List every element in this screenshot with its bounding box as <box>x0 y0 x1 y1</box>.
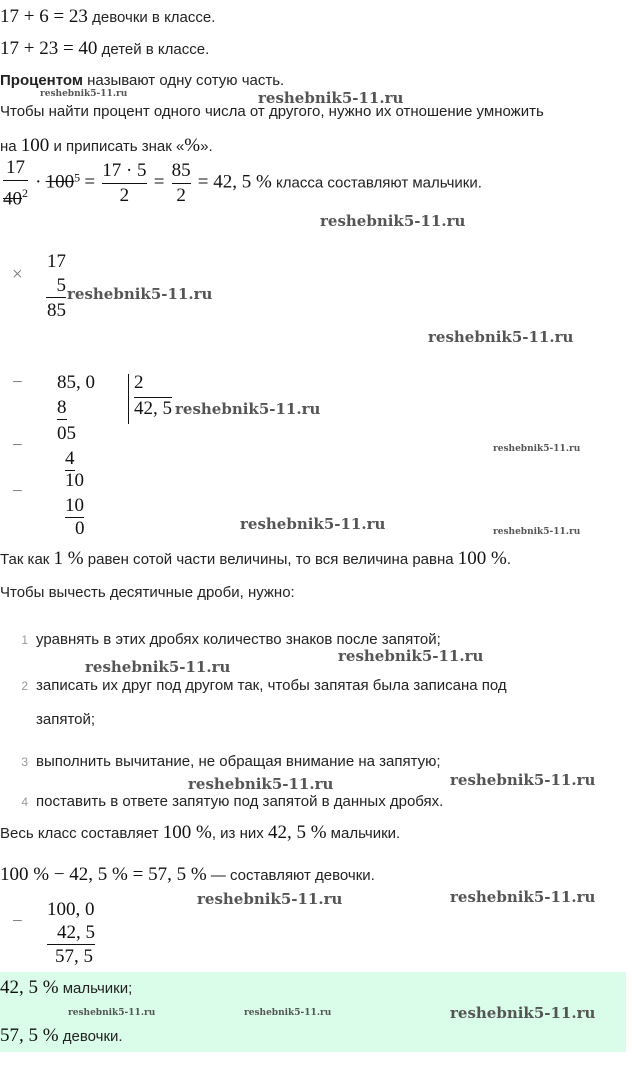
step-text: выполнить вычитание, не обращая внимание на запятую; <box>36 753 441 770</box>
multiplicand: 17 <box>47 251 66 272</box>
subtrahend: 10 <box>65 495 84 516</box>
minus-sign: − <box>12 911 23 932</box>
step-text: поставить в ответе запятую под запятой в данных дробях. <box>36 793 444 810</box>
minus-sign: − <box>12 372 23 393</box>
op: · <box>35 171 42 193</box>
watermark: reshebnik5-11.ru <box>320 212 466 230</box>
result: = 42, 5 % <box>197 171 272 193</box>
watermark: reshebnik5-11.ru <box>450 1004 596 1022</box>
text: называют одну сотую часть. <box>82 72 285 89</box>
watermark: reshebnik5-11.ru <box>244 1008 332 1018</box>
math: 1 % <box>53 548 84 569</box>
watermark: reshebnik5-11.ru <box>40 89 128 99</box>
reduced: 2 <box>22 186 28 200</box>
step-number: 2 <box>21 679 28 693</box>
numerator: 85 <box>172 159 191 184</box>
watermark: reshebnik5-11.ru <box>428 328 574 346</box>
op: = <box>153 171 165 193</box>
fraction-calculation <box>0 156 482 211</box>
math: 42, 5 % <box>267 822 327 843</box>
percent-definition <box>0 72 284 89</box>
remainder: 0 <box>75 518 85 539</box>
watermark: reshebnik5-11.ru <box>188 775 334 793</box>
dividend: 85, 0 <box>57 372 95 393</box>
watermark: reshebnik5-11.ru <box>493 444 581 454</box>
answer-girls <box>0 1025 123 1047</box>
reduced: 5 <box>74 170 81 185</box>
multiplier: 5 <box>46 275 66 298</box>
text: , из них <box>211 825 268 842</box>
text: . <box>506 551 512 568</box>
product: 85 <box>47 300 66 321</box>
fraction <box>3 156 28 211</box>
watermark: reshebnik5-11.ru <box>258 89 404 107</box>
line-girls <box>0 6 215 28</box>
step-number: 3 <box>21 755 28 769</box>
answer-boys <box>0 977 132 999</box>
fraction <box>102 159 146 208</box>
step-text: записать их друг под другом так, чтобы запятая была записана под <box>36 677 507 694</box>
watermark: reshebnik5-11.ru <box>240 515 386 533</box>
numerator: 17 <box>3 156 28 181</box>
division-bar <box>128 374 129 424</box>
step-4 <box>0 793 443 810</box>
step-text: уравнять в этих дробях количество знаков после запятой; <box>36 631 441 648</box>
denominator: 2 <box>176 185 186 207</box>
text: и приписать знак « <box>49 138 185 155</box>
math: 57, 5 % <box>0 1025 59 1046</box>
text: Весь класс составляет <box>0 825 163 842</box>
text: ». <box>200 138 213 155</box>
step-number: 1 <box>21 633 28 647</box>
paragraph-class <box>0 822 400 844</box>
text: мальчики; <box>58 980 133 997</box>
text: детей в классе. <box>97 41 210 58</box>
math: % <box>184 135 201 156</box>
minuend: 100, 0 <box>47 899 95 920</box>
paragraph-percent <box>0 548 511 570</box>
math: 100 % − 42, 5 % = 57, 5 % <box>0 864 207 885</box>
minus-sign: − <box>12 481 23 502</box>
step-number: 4 <box>21 795 28 809</box>
text: Так как <box>0 551 54 568</box>
denominator: 2 <box>119 185 130 207</box>
math: 17 + 6 = 23 <box>0 6 88 27</box>
paragraph-subtract: Чтобы вычесть десятичные дроби, нужно: <box>0 584 295 601</box>
math: 100 % <box>162 822 212 843</box>
minus-sign: − <box>12 435 23 456</box>
step-3 <box>0 753 441 770</box>
numerator: 17 · 5 <box>102 159 146 184</box>
subtrahend: 4 <box>65 448 75 469</box>
paragraph-girls <box>0 864 375 886</box>
quotient: 42, 5 <box>134 398 172 419</box>
watermark: reshebnik5-11.ru <box>197 890 343 908</box>
remainder: 05 <box>57 423 76 444</box>
text: девочки. <box>58 1028 123 1045</box>
watermark: reshebnik5-11.ru <box>85 658 231 676</box>
line-children <box>0 38 209 60</box>
watermark: reshebnik5-11.ru <box>450 771 596 789</box>
watermark: reshebnik5-11.ru <box>493 527 581 537</box>
step-1 <box>0 631 441 648</box>
text: равен сотой части величины, то вся величина равна <box>83 551 458 568</box>
text: на <box>0 138 21 155</box>
step-2-cont: запятой; <box>36 711 96 728</box>
text: девочки в классе. <box>87 9 216 26</box>
divisor: 2 <box>134 372 144 393</box>
remainder: 10 <box>65 470 84 491</box>
text: класса составляют мальчики. <box>271 174 482 192</box>
subtrahend: 8 <box>57 397 67 418</box>
math: 100 % <box>457 548 507 569</box>
multiply-sign: × <box>12 264 23 285</box>
rule-text: Чтобы найти процент одного числа от другого, нужно их отношение умножить <box>0 103 544 120</box>
denominator: 40 <box>3 188 22 210</box>
math: 42, 5 % <box>0 977 59 998</box>
watermark: reshebnik5-11.ru <box>338 647 484 665</box>
watermark: reshebnik5-11.ru <box>175 400 321 418</box>
math: 100 <box>20 135 50 156</box>
text: мальчики. <box>326 825 401 842</box>
rule-text-cont <box>0 135 213 157</box>
term: Процентом <box>0 72 83 89</box>
math: 17 + 23 = 40 <box>0 38 98 59</box>
factor: 100 <box>45 171 75 193</box>
subtrahend: 42, 5 <box>47 922 95 945</box>
text: — составляют девочки. <box>206 867 375 884</box>
step-2 <box>0 677 507 694</box>
fraction <box>172 159 191 208</box>
watermark: reshebnik5-11.ru <box>450 888 596 906</box>
op: = <box>84 171 96 193</box>
watermark: reshebnik5-11.ru <box>68 1008 156 1018</box>
difference: 57, 5 <box>55 946 93 967</box>
watermark: reshebnik5-11.ru <box>67 285 213 303</box>
